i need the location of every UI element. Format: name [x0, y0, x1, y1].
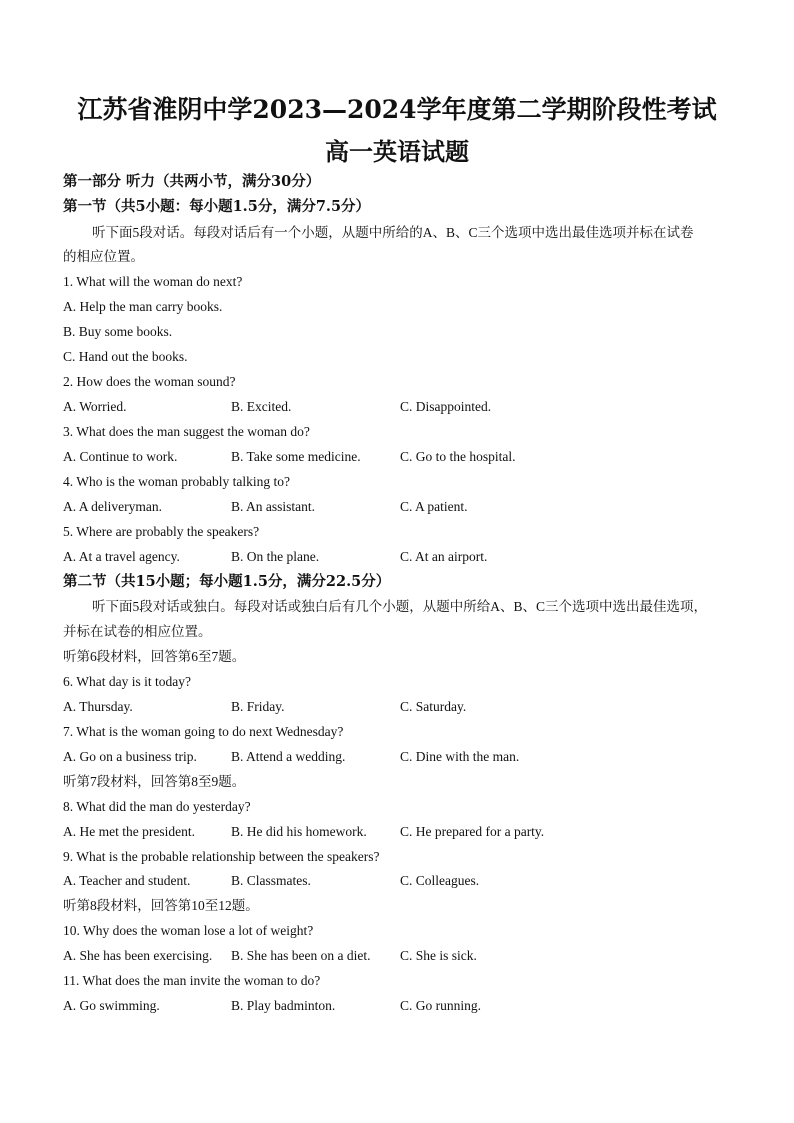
question-3: 3. What does the man suggest the woman do? [63, 424, 310, 439]
exam-title: 江苏省淮阴中学2023—2024学年度第二学期阶段性考试 [77, 95, 717, 124]
section-two-instruction-line2: 并标在试卷的相应位置。 [63, 624, 212, 639]
question-4: 4. Who is the woman probably talking to? [63, 474, 290, 489]
q1-option-c: C. Hand out the books. [63, 349, 188, 364]
section-one-instruction-line2: 的相应位置。 [63, 249, 144, 264]
question-1: 1. What will the woman do next? [63, 274, 243, 289]
question-9: 9. What is the probable relationship between the speakers? [63, 849, 380, 864]
q11-option-b: B. Play badminton. [231, 998, 336, 1013]
question-2: 2. How does the woman sound? [63, 374, 236, 389]
q7-option-c: C. Dine with the man. [400, 749, 520, 764]
q8-option-b: B. He did his homework. [231, 824, 367, 839]
q8-option-c: C. He prepared for a party. [400, 824, 545, 839]
q1-option-a: A. Help the man carry books. [63, 299, 223, 314]
question-10: 10. Why does the woman lose a lot of weight? [63, 923, 314, 938]
material-7-prompt: 听第7段材料，回答第8至9题。 [63, 774, 246, 789]
question-6: 6. What day is it today? [63, 674, 191, 689]
q6-option-c: C. Saturday. [400, 699, 467, 714]
question-8: 8. What did the man do yesterday? [63, 799, 251, 814]
question-11: 11. What does the man invite the woman to do? [63, 973, 321, 988]
q9-option-a: A. Teacher and student. [63, 873, 191, 888]
q7-option-a: A. Go on a business trip. [63, 749, 197, 764]
q7-option-b: B. Attend a wedding. [231, 749, 346, 764]
q2-option-b: B. Excited. [231, 399, 292, 414]
q11-options [63, 995, 743, 1017]
material-6-prompt: 听第6段材料，回答第6至7题。 [63, 649, 246, 664]
q11-option-a: A. Go swimming. [63, 998, 160, 1013]
section-one-heading: 第一节（共5小题：每小题1.5分，满分7.5分） [63, 198, 371, 215]
q7-options [63, 746, 743, 768]
q4-options [63, 496, 743, 518]
q1-option-b: B. Buy some books. [63, 324, 173, 339]
q5-option-b: B. On the plane. [231, 549, 320, 564]
q10-option-a: A. She has been exercising. [63, 948, 213, 963]
q6-option-a: A. Thursday. [63, 699, 133, 714]
part-one-heading: 第一部分 听力（共两小节，满分30分） [63, 173, 321, 190]
q5-option-a: A. At a travel agency. [63, 549, 180, 564]
q9-options [63, 870, 743, 892]
q10-option-b: B. She has been on a diet. [231, 948, 371, 963]
q3-option-c: C. Go to the hospital. [400, 449, 516, 464]
q2-option-a: A. Worried. [63, 399, 127, 414]
section-two-heading: 第二节（共15小题；每小题1.5分，满分22.5分） [63, 573, 391, 590]
q9-option-c: C. Colleagues. [400, 873, 480, 888]
q2-option-c: C. Disappointed. [400, 399, 492, 414]
q8-options [63, 821, 743, 843]
q4-option-b: B. An assistant. [231, 499, 316, 514]
q10-option-c: C. She is sick. [400, 948, 477, 963]
q8-option-a: A. He met the president. [63, 824, 195, 839]
q3-option-b: B. Take some medicine. [231, 449, 361, 464]
q2-options [63, 396, 743, 418]
q4-option-c: C. A patient. [400, 499, 468, 514]
q3-option-a: A. Continue to work. [63, 449, 178, 464]
q9-option-b: B. Classmates. [231, 873, 311, 888]
question-5: 5. Where are probably the speakers? [63, 524, 260, 539]
q10-options [63, 945, 743, 967]
section-two-instruction-line1: 听下面5段对话或独白。每段对话或独白后有几个小题，从题中所给A、B、C三个选项中选出最佳选项， [92, 599, 708, 614]
q6-options [63, 696, 743, 718]
q4-option-a: A. A deliveryman. [63, 499, 162, 514]
question-7: 7. What is the woman going to do next Wednesday? [63, 724, 344, 739]
q11-option-c: C. Go running. [400, 998, 481, 1013]
material-8-prompt: 听第8段材料，回答第10至12题。 [63, 898, 259, 913]
q5-option-c: C. At an airport. [400, 549, 488, 564]
exam-subtitle: 高一英语试题 [325, 137, 469, 166]
q3-options [63, 446, 743, 468]
q6-option-b: B. Friday. [231, 699, 285, 714]
section-one-instruction-line1: 听下面5段对话。每段对话后有一个小题，从题中所给的A、B、C三个选项中选出最佳选项并标在试卷 [92, 225, 694, 240]
q5-options [63, 546, 743, 568]
